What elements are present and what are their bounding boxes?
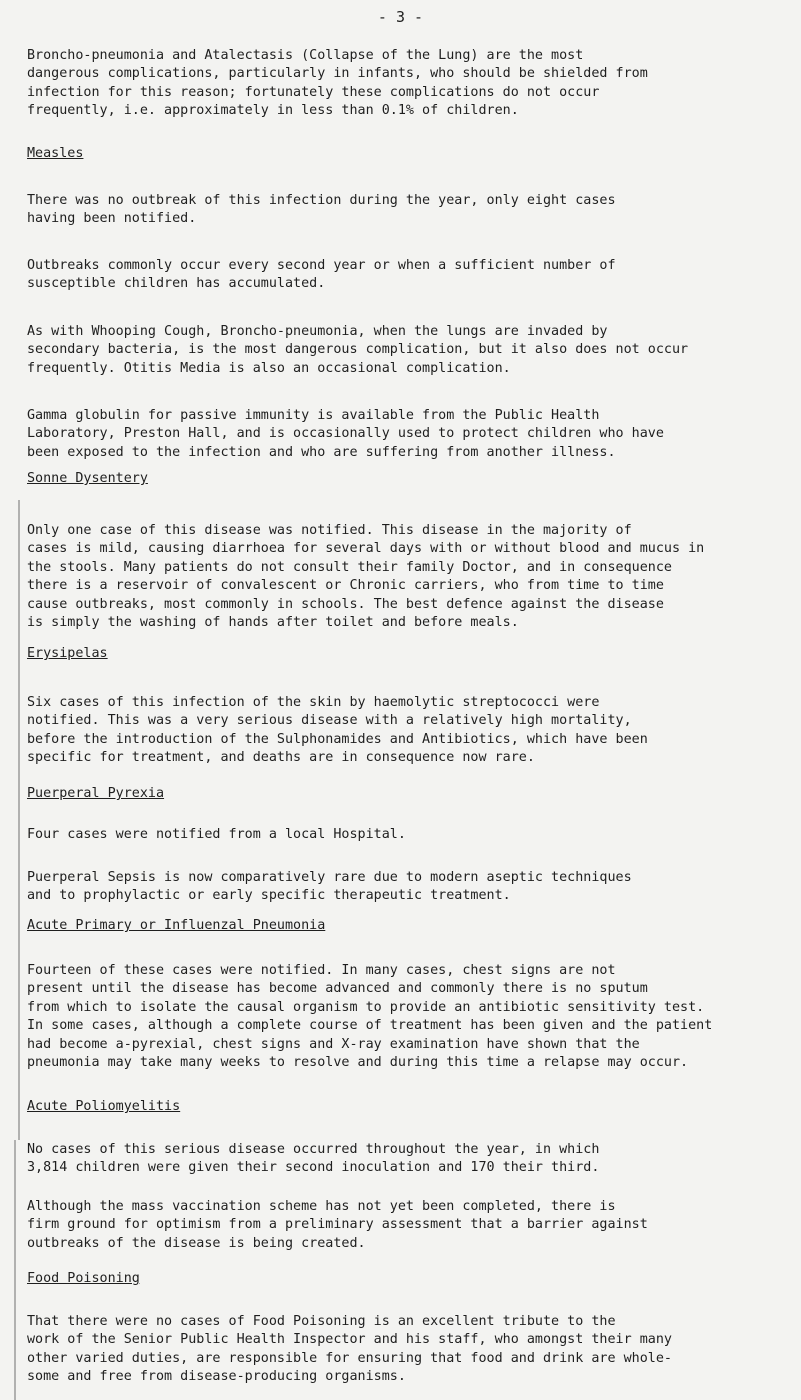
heading-food-poisoning: Food Poisoning: [27, 1271, 140, 1286]
page-number: - 3 -: [377, 8, 424, 26]
puerperal-paragraph-1: Four cases were notified from a local Hospital.: [27, 827, 406, 842]
heading-puerperal-pyrexia: Puerperal Pyrexia: [27, 786, 165, 801]
heading-acute-pneumonia: Acute Primary or Influenzal Pneumonia: [27, 918, 326, 933]
intro-paragraph: Broncho-pneumonia and Atalectasis (Collapse of the Lung) are the most dangerous complications, particularly in infants, who should be shielded from infection for this reason; fortunately these complications do not occur frequently, i.e. approximately in less than 0.1% of children.: [27, 48, 648, 119]
erysipelas-paragraph-1: Six cases of this infection of the skin by haemolytic streptococci were notified. This was a very serious disease with a relatively high mortality, before the introduction of the Sulphonamides and Antibiotics, which have been specific for treatment, and deaths are in consequence now rare.: [27, 695, 648, 766]
measles-paragraph-2: Outbreaks commonly occur every second year or when a sufficient number of susceptible children has accumulated.: [27, 258, 616, 292]
heading-sonne-dysentery: Sonne Dysentery: [27, 471, 148, 486]
polio-paragraph-1: No cases of this serious disease occurred throughout the year, in which 3,814 children were given their second inoculation and 170 their third.: [27, 1142, 600, 1176]
heading-acute-poliomyelitis: Acute Poliomyelitis: [27, 1099, 181, 1114]
sonne-paragraph-1: Only one case of this disease was notified. This disease in the majority of cases is mild, causing diarrhoea for several days with or without blood and mucus in the stools. Many patients do not consult their family Doctor, and in consequence there is a reservoir of convalescent or Chronic carriers, who from time to time cause outbreaks, most commonly in schools. The best defence against the disease is simply the washing of hands after toilet and before meals.: [27, 523, 705, 631]
polio-paragraph-2: Although the mass vaccination scheme has not yet been completed, there is firm ground for optimism from a preliminary assessment that a barrier against outbreaks of the disease is being created.: [27, 1199, 648, 1251]
scan-edge-shadow: [18, 500, 20, 1140]
puerperal-paragraph-2: Puerperal Sepsis is now comparatively rare due to modern aseptic techniques and to prophylactic or early specific therapeutic treatment.: [27, 870, 632, 904]
heading-measles: Measles: [27, 146, 84, 161]
heading-erysipelas: Erysipelas: [27, 646, 108, 661]
measles-paragraph-4: Gamma globulin for passive immunity is available from the Public Health Laboratory, Preston Hall, and is occasionally used to protect children who have been exposed to the infection and who are suffering from another illness.: [27, 408, 664, 460]
scan-edge-shadow-lower: [14, 1140, 16, 1400]
measles-paragraph-1: There was no outbreak of this infection during the year, only eight cases having been notified.: [27, 193, 616, 227]
measles-paragraph-3: As with Whooping Cough, Broncho-pneumonia, when the lungs are invaded by secondary bacteria, is the most dangerous complication, but it also does not occur frequently. Otitis Media is also an occasional complication.: [27, 324, 689, 376]
pneumonia-paragraph-1: Fourteen of these cases were notified. In many cases, chest signs are not present until the disease has become advanced and commonly there is no sputum from which to isolate the causal organism to provide an antibiotic sensitivity test. In some cases, although a complete course of treatment has been given and the patient had become a-pyrexial, chest signs and X-ray examination have shown that the pneumonia may take many weeks to resolve and during this time a relapse may occur.: [27, 963, 713, 1071]
food-paragraph-1: That there were no cases of Food Poisoning is an excellent tribute to the work of the Senior Public Health Inspector and his staff, who amongst their many other varied duties, are responsible for ensuring that food and drink are whole- some and free from disease-producing organisms.: [27, 1314, 672, 1385]
